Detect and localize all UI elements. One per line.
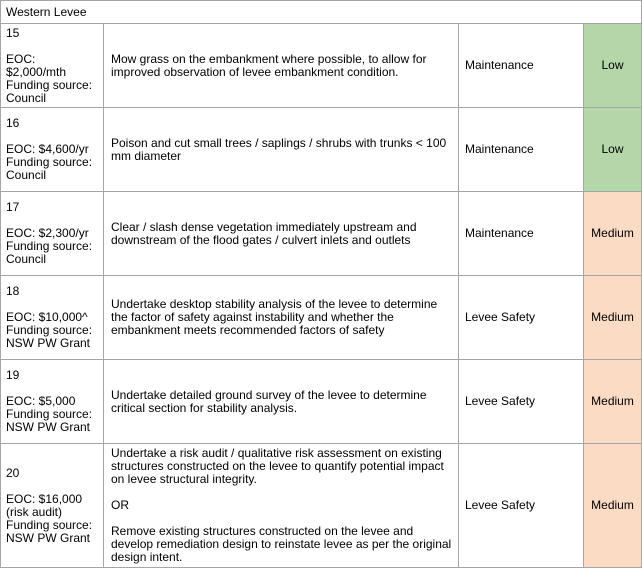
- funding-source: Funding source: NSW PW Grant: [6, 407, 93, 434]
- table-row: [1, 192, 642, 276]
- action-description: OR: [111, 498, 129, 512]
- action-description: Undertake detailed ground survey of the levee to determine critical section for stability analysis.: [111, 387, 427, 415]
- item-id-cell: [1, 192, 104, 276]
- funding-source: Funding source: NSW PW Grant: [6, 323, 93, 350]
- funding-source: Funding source: Council: [6, 77, 93, 105]
- estimated-cost: EOC: $2,300/yr: [6, 226, 89, 240]
- priority-badge: Medium: [584, 360, 642, 444]
- item-number: 18: [6, 284, 20, 298]
- priority-badge: Low: [584, 108, 642, 192]
- item-number: 20: [6, 465, 20, 480]
- action-description: Clear / slash dense vegetation immediately upstream and downstream of the flood gates / culvert inlets and outlets: [111, 219, 417, 247]
- funding-source: Funding source: NSW PW Grant: [6, 517, 93, 545]
- category-cell: Levee Safety: [459, 360, 584, 444]
- funding-source: Funding source: Council: [6, 155, 93, 182]
- category-cell: Levee Safety: [459, 444, 584, 568]
- action-description-cell: [104, 108, 459, 192]
- estimated-cost: EOC: $2,000/mth: [6, 51, 67, 79]
- item-number: 15: [6, 25, 20, 40]
- estimated-cost: EOC: $4,600/yr: [6, 142, 89, 156]
- action-description-cell: [104, 24, 459, 108]
- table-header: Western Levee: [1, 1, 642, 24]
- item-number: 19: [6, 368, 20, 382]
- table-row: [1, 360, 642, 444]
- category-cell: Maintenance: [459, 24, 584, 108]
- table-row: [1, 24, 642, 108]
- priority-badge: Medium: [584, 192, 642, 276]
- table-row: [1, 108, 642, 192]
- category-cell: Levee Safety: [459, 276, 584, 360]
- estimated-cost: EOC: $10,000^: [6, 310, 88, 324]
- category-cell: Maintenance: [459, 108, 584, 192]
- item-id-cell: [1, 24, 104, 108]
- priority-badge: Medium: [584, 276, 642, 360]
- funding-source: Funding source: Council: [6, 239, 93, 266]
- estimated-cost: EOC: $16,000 (risk audit): [6, 491, 83, 519]
- action-description: Mow grass on the embankment where possible, to allow for improved observation of levee embankment condition.: [111, 51, 427, 79]
- estimated-cost: EOC: $5,000: [6, 394, 76, 408]
- action-description-cell: [104, 276, 459, 360]
- item-number: 16: [6, 116, 20, 130]
- table-row: [1, 276, 642, 360]
- action-description: Undertake a risk audit / qualitative risk assessment on existing structures constructed on the levee to quantify potential impact on levee structural integrity.: [111, 446, 444, 486]
- action-description: Poison and cut small trees / saplings / shrubs with trunks < 100 mm diameter: [111, 135, 447, 163]
- item-id-cell: [1, 360, 104, 444]
- item-number: 17: [6, 200, 20, 214]
- action-description-cell: [104, 444, 459, 568]
- action-description: Undertake desktop stability analysis of the levee to determine the factor of safety against instability and whether the embankment meets recommended factors of safety: [111, 297, 438, 337]
- action-description: Remove existing structures constructed on the levee and develop remediation design to reinstate levee as per the original design intent.: [111, 524, 452, 564]
- category-cell: Maintenance: [459, 192, 584, 276]
- action-description-cell: [104, 192, 459, 276]
- item-id-cell: [1, 108, 104, 192]
- priority-badge: Low: [584, 24, 642, 108]
- action-description-cell: [104, 360, 459, 444]
- table-header-row: [1, 1, 642, 24]
- item-id-cell: [1, 276, 104, 360]
- table-row: [1, 444, 642, 568]
- priority-badge: Medium: [584, 444, 642, 568]
- item-id-cell: [1, 444, 104, 568]
